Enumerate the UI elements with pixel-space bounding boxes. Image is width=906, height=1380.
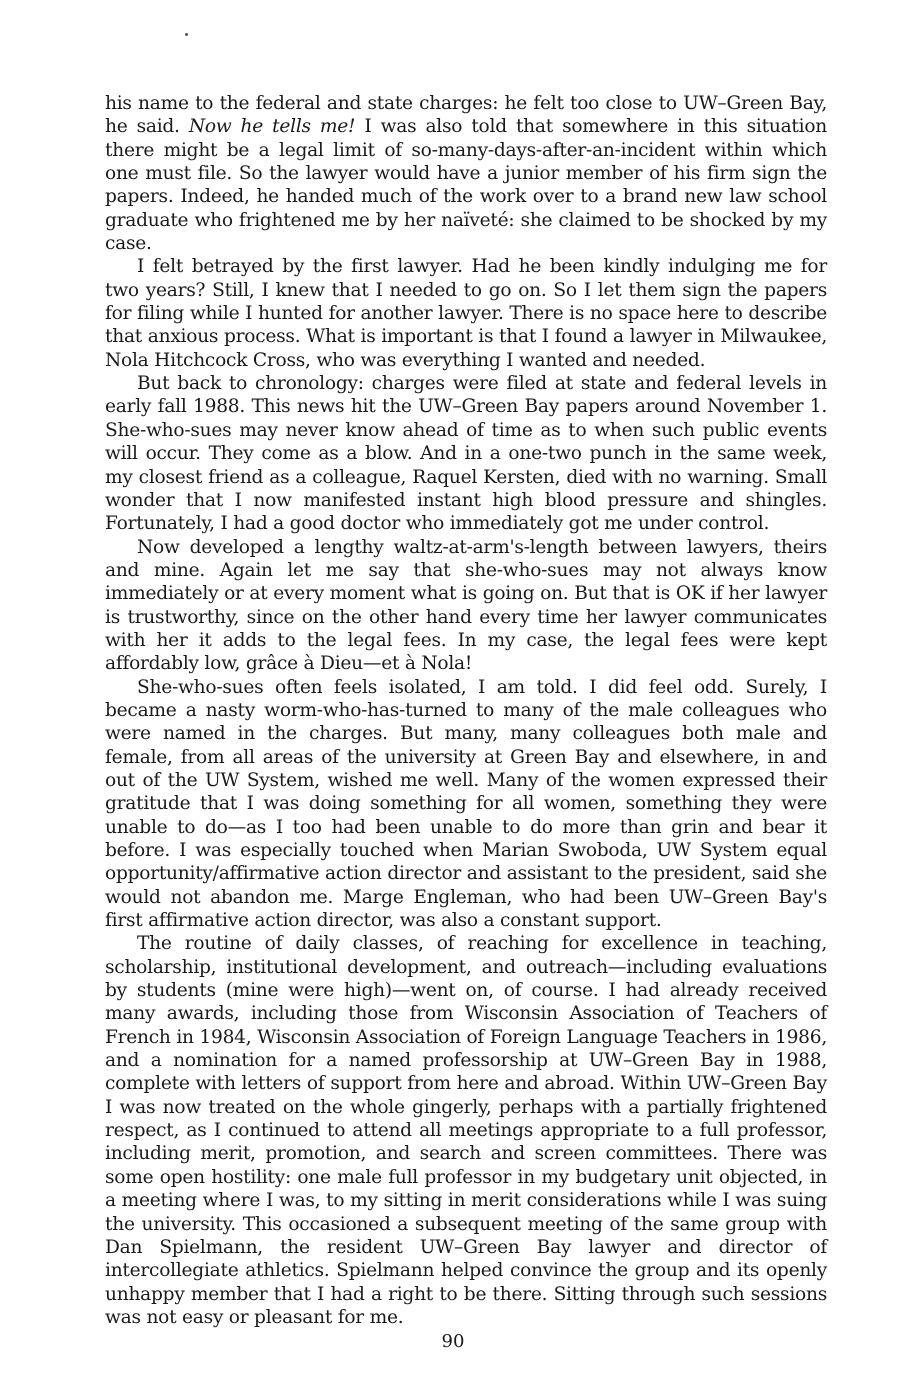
paragraph-1-text-b: I was also told that somewhere in this situation there might be a legal limit of so-many-days-after-an-incident within which one must file. So the lawyer would have a junior member of his firm sign the papers. Indeed, he handed much of the work over to a brand new law school graduate who frightened me by her naïveté: she claimed to be shocked by my case. (105, 116, 827, 255)
paragraph-2 (105, 255, 827, 372)
paragraph-3-text: But back to chronology: charges were filed at state and federal levels in early fall 1988. This news hit the UW–Green Bay papers around November 1. She-who-sues may never know ahead of time as to when such public events will occur. They come as a blow. And in a one-two punch in the same week, my closest friend as a colleague, Raquel Kersten, died with no warning. Small wonder that I now manifested instant high blood pressure and shingles. Fortunately, I had a good doctor who immediately got me under control. (105, 373, 827, 535)
paragraph-6 (105, 932, 827, 1329)
paragraph-4 (105, 536, 827, 676)
paragraph-1-text-a: his name to the federal and state charges: he felt too close to UW–Green Bay, he said. (105, 93, 827, 138)
paragraph-1 (105, 92, 827, 255)
paragraph-3 (105, 372, 827, 535)
page-number: 90 (441, 1331, 465, 1352)
paragraph-6-text: The routine of daily classes, of reaching for excellence in teaching, scholarship, institutional development, and outreach—including evaluations by students (mine were high)—went on, of course. I had already received many awards, including those from Wisconsin Association of Teachers of French in 1984, Wisconsin Association of Foreign Language Teachers in 1986, and a nomination for a named professorship at UW–Green Bay in 1988, complete with letters of support from here and abroad. Within UW–Green Bay I was now treated on the whole gingerly, perhaps with a partially frightened respect, as I continued to attend all meetings appropriate to a full professor, including merit, promotion, and search and screen committees. There was some open hostility: one male full professor in my budgetary unit objected, in a meeting where I was, to my sitting in merit considerations while I was suing the university. This occasioned a subsequent meeting of the same group with Dan Spielmann, the resident UW–Green Bay lawyer and director of intercollegiate athletics. Spielmann helped convince the group and its openly unhappy member that I had a right to be there. Sitting through such sessions was not easy or pleasant for me. (105, 933, 827, 1328)
page-body (105, 92, 827, 1329)
paragraph-5 (105, 676, 827, 933)
paragraph-2-text: I felt betrayed by the first lawyer. Had he been kindly indulging me for two years? Still, I knew that I needed to go on. So I let them sign the papers for filing while I hunted for another lawyer. There is no space here to describe that anxious process. What is important is that I found a lawyer in Milwaukee, Nola Hitchcock Cross, who was everything I wanted and needed. (105, 256, 827, 371)
paragraph-5-text: She-who-sues often feels isolated, I am told. I did feel odd. Surely, I became a nasty worm-who-has-turned to many of the male colleagues who were named in the charges. But many, many colleagues both male and female, from all areas of the university at Green Bay and elsewhere, in and out of the UW System, wished me well. Many of the women expressed their gratitude that I was doing something for all women, something they were unable to do—as I too had been unable to do more than grin and bear it before. I was especially touched when Marian Swoboda, UW System equal opportunity/affirmative action director and assistant to the president, said she would not abandon me. Marge Engleman, who had been UW–Green Bay's first affirmative action director, was also a constant support. (105, 676, 827, 932)
paragraph-1-italic-quote: Now he tells me! (188, 116, 356, 138)
scan-speck (185, 33, 188, 36)
paragraph-4-text: Now developed a lengthy waltz-at-arm's-length between lawyers, theirs and mine. Again let me say that she-who-sues may not always know immediately or at every moment what is going on. But that is OK if her lawyer is trustworthy, since on the other hand every time her lawyer communicates with her it adds to the legal fees. In my case, the legal fees were kept affordably low, grâce à Dieu—et à Nola! (105, 536, 827, 675)
